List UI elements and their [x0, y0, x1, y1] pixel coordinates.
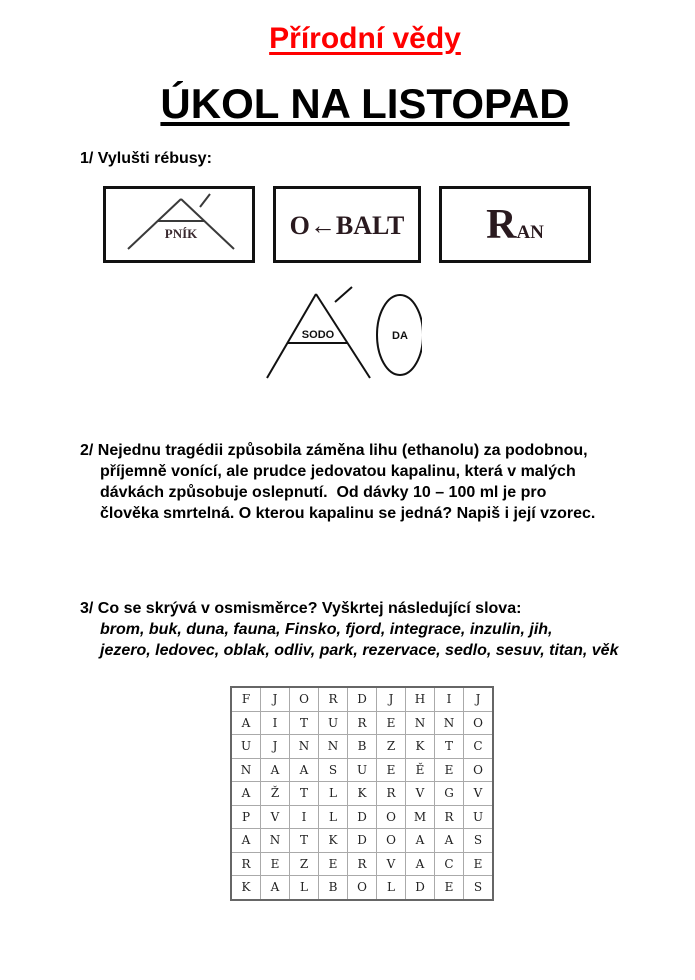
- grid-cell[interactable]: K: [319, 829, 348, 853]
- grid-row: [231, 687, 493, 711]
- rebus-1: [103, 186, 255, 263]
- grid-row: [231, 782, 493, 806]
- rebus-3-subscript: AN: [516, 222, 544, 243]
- grid-cell[interactable]: Ě: [406, 758, 435, 782]
- grid-cell[interactable]: I: [261, 711, 290, 735]
- grid-cell[interactable]: U: [464, 805, 494, 829]
- grid-cell[interactable]: E: [435, 758, 464, 782]
- grid-cell[interactable]: T: [290, 829, 319, 853]
- rebus-3: [439, 186, 591, 263]
- grid-cell[interactable]: N: [319, 735, 348, 759]
- grid-cell[interactable]: J: [261, 735, 290, 759]
- grid-cell[interactable]: K: [406, 735, 435, 759]
- grid-cell[interactable]: A: [231, 711, 261, 735]
- grid-cell[interactable]: L: [319, 782, 348, 806]
- word-search-grid: [230, 686, 494, 901]
- grid-cell[interactable]: O: [464, 711, 494, 735]
- grid-cell[interactable]: O: [464, 758, 494, 782]
- task2-line: příjemně vonící, ale prudce jedovatou kapalinu, která v malých: [100, 463, 576, 480]
- grid-row: [231, 876, 493, 900]
- grid-cell[interactable]: C: [464, 735, 494, 759]
- grid-cell[interactable]: G: [435, 782, 464, 806]
- grid-cell[interactable]: U: [319, 711, 348, 735]
- grid-cell[interactable]: S: [464, 876, 494, 900]
- rebus-2-prefix: O: [289, 211, 310, 240]
- grid-cell[interactable]: O: [290, 687, 319, 711]
- grid-cell[interactable]: K: [231, 876, 261, 900]
- grid-cell[interactable]: J: [377, 687, 406, 711]
- grid-cell[interactable]: V: [377, 852, 406, 876]
- grid-cell[interactable]: C: [435, 852, 464, 876]
- task2-line: 2/ Nejednu tragédii způsobila záměna lihu (ethanolu) za podobnou,: [80, 442, 588, 459]
- grid-cell[interactable]: J: [261, 687, 290, 711]
- rebus-1-text: PNÍK: [164, 226, 198, 241]
- grid-cell[interactable]: L: [377, 876, 406, 900]
- grid-cell[interactable]: R: [348, 711, 377, 735]
- rebus-2-text: [276, 211, 418, 241]
- grid-cell[interactable]: B: [348, 735, 377, 759]
- grid-cell[interactable]: T: [290, 782, 319, 806]
- grid-row: [231, 758, 493, 782]
- grid-cell[interactable]: V: [406, 782, 435, 806]
- grid-cell[interactable]: D: [348, 805, 377, 829]
- grid-cell[interactable]: A: [290, 758, 319, 782]
- grid-row: [231, 711, 493, 735]
- grid-cell[interactable]: R: [348, 852, 377, 876]
- grid-cell[interactable]: A: [261, 758, 290, 782]
- subject-heading: Přírodní vědy: [269, 22, 461, 55]
- grid-row: [231, 829, 493, 853]
- grid-cell[interactable]: E: [435, 876, 464, 900]
- grid-cell[interactable]: A: [435, 829, 464, 853]
- mountain-peak-icon: [262, 282, 422, 382]
- grid-cell[interactable]: N: [290, 735, 319, 759]
- grid-cell[interactable]: K: [348, 782, 377, 806]
- grid-cell[interactable]: U: [231, 735, 261, 759]
- grid-cell[interactable]: T: [290, 711, 319, 735]
- grid-row: [231, 852, 493, 876]
- grid-cell[interactable]: E: [377, 758, 406, 782]
- grid-cell[interactable]: E: [261, 852, 290, 876]
- grid-cell[interactable]: N: [406, 711, 435, 735]
- grid-cell[interactable]: O: [377, 805, 406, 829]
- task1-label: 1/ Vylušti rébusy:: [80, 150, 212, 167]
- grid-cell[interactable]: I: [290, 805, 319, 829]
- grid-cell[interactable]: M: [406, 805, 435, 829]
- grid-cell[interactable]: E: [377, 711, 406, 735]
- grid-cell[interactable]: N: [231, 758, 261, 782]
- grid-cell[interactable]: L: [319, 805, 348, 829]
- page-title: ÚKOL NA LISTOPAD: [160, 80, 570, 127]
- grid-row: [231, 805, 493, 829]
- grid-cell[interactable]: E: [464, 852, 494, 876]
- grid-cell[interactable]: N: [435, 711, 464, 735]
- grid-cell[interactable]: Ž: [261, 782, 290, 806]
- grid-cell[interactable]: V: [261, 805, 290, 829]
- grid-cell[interactable]: R: [377, 782, 406, 806]
- grid-cell[interactable]: B: [319, 876, 348, 900]
- grid-row: [231, 735, 493, 759]
- grid-cell[interactable]: Z: [290, 852, 319, 876]
- task2-line: člověka smrtelná. O kterou kapalinu se jedná? Napiš i její vzorec.: [100, 505, 596, 522]
- grid-cell[interactable]: R: [231, 852, 261, 876]
- task3-text: [80, 598, 690, 661]
- grid-cell[interactable]: V: [464, 782, 494, 806]
- task3-label: 3/ Co se skrývá v osmisměrce? Vyškrtej následující slova:: [80, 600, 522, 617]
- rebus-4: [262, 282, 422, 382]
- grid-cell[interactable]: R: [435, 805, 464, 829]
- grid-cell[interactable]: D: [348, 687, 377, 711]
- task3-words-line: brom, buk, duna, fauna, Finsko, fjord, integrace, inzulin, jih,: [100, 621, 553, 638]
- grid-cell[interactable]: I: [435, 687, 464, 711]
- grid-cell[interactable]: F: [231, 687, 261, 711]
- rebus-2-word: BALT: [335, 211, 405, 240]
- task3-words-line: jezero, ledovec, oblak, odliv, park, rezervace, sedlo, sesuv, titan, věk: [100, 642, 619, 659]
- grid-cell[interactable]: N: [261, 829, 290, 853]
- task2-text: [80, 440, 680, 524]
- grid-cell[interactable]: O: [377, 829, 406, 853]
- rebus-3-text: [442, 201, 588, 249]
- grid-cell[interactable]: T: [435, 735, 464, 759]
- grid-cell[interactable]: D: [406, 876, 435, 900]
- grid-cell[interactable]: P: [231, 805, 261, 829]
- grid-cell[interactable]: U: [348, 758, 377, 782]
- rebus-4-text: SODO: [301, 329, 335, 341]
- grid-cell[interactable]: A: [231, 829, 261, 853]
- grid-cell[interactable]: S: [319, 758, 348, 782]
- grid-cell[interactable]: D: [348, 829, 377, 853]
- grid-cell[interactable]: O: [348, 876, 377, 900]
- grid-cell[interactable]: E: [319, 852, 348, 876]
- grid-cell[interactable]: A: [406, 829, 435, 853]
- grid-cell[interactable]: J: [464, 687, 494, 711]
- rebus-3-big-letter: R: [486, 202, 517, 248]
- grid-cell[interactable]: S: [464, 829, 494, 853]
- grid-cell[interactable]: A: [261, 876, 290, 900]
- grid-cell[interactable]: L: [290, 876, 319, 900]
- grid-cell[interactable]: R: [319, 687, 348, 711]
- mountain-peak-icon: [106, 189, 252, 260]
- grid-cell[interactable]: H: [406, 687, 435, 711]
- grid-cell[interactable]: A: [406, 852, 435, 876]
- rebus-4-oval-text: DA: [392, 330, 408, 342]
- left-arrow-icon: ←: [309, 211, 336, 240]
- grid-cell[interactable]: A: [231, 782, 261, 806]
- grid-cell[interactable]: Z: [377, 735, 406, 759]
- rebus-2: [273, 186, 421, 263]
- task2-line: dávkách způsobuje oslepnutí. Od dávky 10 – 100 ml je pro: [100, 484, 547, 501]
